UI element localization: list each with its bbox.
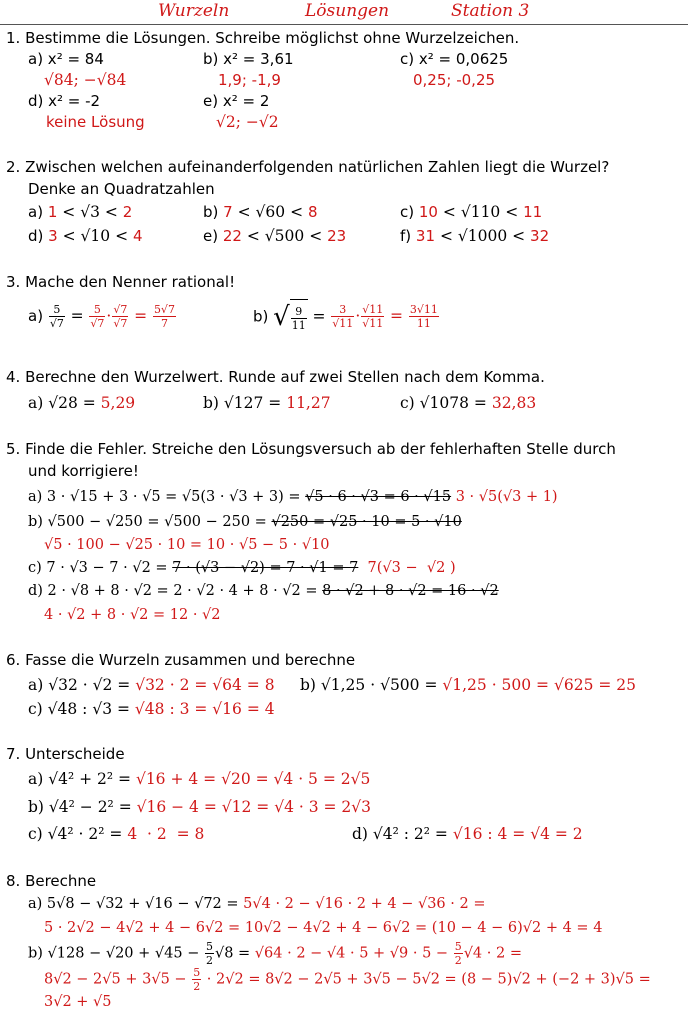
task-1c-question: c) x² = 0,0625 (400, 50, 509, 68)
task-2a-label: a) (28, 203, 44, 221)
task-8b (28, 940, 522, 967)
task-6-title: 6. Fasse die Wurzeln zusammen und berechne (6, 651, 356, 669)
task-2c-upper: 11 (523, 203, 543, 221)
header-divider (0, 24, 688, 25)
task-2c-root: < √110 < (437, 203, 524, 221)
task-4c (400, 393, 536, 413)
task-2f-upper: 32 (530, 227, 550, 245)
task-4a-question: a) √28 = (28, 394, 101, 412)
task-2c (400, 202, 542, 222)
task-4b (203, 393, 331, 413)
task-5d (28, 581, 499, 601)
equals-sign: = (312, 307, 326, 326)
task-8b-fraction-den: 2 (205, 954, 213, 967)
equals-sign: = (70, 307, 84, 325)
task-8b-fraction (205, 940, 214, 967)
task-6c-solution: √48 : 3 = √16 = 4 (134, 700, 275, 718)
task-2c-lower: 10 (418, 203, 438, 221)
task-5d-struck-part: 8 · √2 + 8 · √2 = 16 · √2 (322, 583, 499, 599)
task-2e-root: < √500 < (241, 227, 328, 245)
task-2a (28, 202, 132, 222)
task-1e-solution: √2; −√2 (216, 113, 279, 131)
task-8b-step1-end: √4 · 2 = (463, 945, 522, 962)
task-1d-question: d) x² = -2 (28, 92, 101, 110)
task-2d-label: d) (28, 227, 44, 245)
task-7a-solution: √16 + 4 = √20 = √4 · 5 = 2√5 (135, 770, 371, 788)
task-3a-step1 (89, 303, 105, 330)
task-3b-result (409, 303, 439, 330)
task-8b-step2-fraction (192, 966, 201, 993)
task-5c-correct-part: c) 7 · √3 − 7 · √2 = (28, 560, 173, 576)
task-5c-correction: 7(√3 − √2 ) (358, 560, 456, 576)
task-8a (28, 894, 485, 914)
task-4a-solution: 5,29 (100, 394, 136, 412)
task-8a-step2: 5 · 2√2 − 4√2 + 4 − 6√2 = 10√2 − 4√2 + 4 − 6√2 = (10 − 4 − 6)√2 + 4 = 4 (44, 920, 603, 936)
task-4c-question: c) √1078 = (400, 394, 492, 412)
task-8b-question-end: √8 = (214, 945, 255, 962)
task-6c (28, 699, 275, 719)
task-3a-result-den: 7 (153, 316, 176, 330)
task-8b-step2-start: 8√2 − 2√5 + 3√5 − (44, 971, 192, 988)
task-7b-question: b) √4² − 2² = (28, 798, 137, 816)
task-1a-question: a) x² = 84 (28, 50, 104, 68)
task-5a-struck-part: √5 · 6 · √3 = 6 · √15 (305, 489, 452, 505)
dot-operator: · (106, 307, 112, 325)
page-header (0, 0, 688, 26)
task-7d-question: d) √4² : 2² = (352, 825, 453, 843)
task-2a-root: < √3 < (57, 203, 123, 221)
task-4a (28, 393, 135, 413)
task-3b (253, 298, 440, 336)
task-2e-label: e) (203, 227, 219, 245)
task-5b-correct-part: b) √500 − √250 = √500 − 250 = (28, 514, 272, 530)
task-1b-solution: 1,9; -1,9 (218, 71, 281, 89)
task-2b-label: b) (203, 203, 219, 221)
task-4-title: 4. Berechne den Wurzelwert. Runde auf zwei Stellen nach dem Komma. (6, 368, 545, 386)
task-3b-step1-num: 3 (339, 303, 347, 317)
task-2d (28, 226, 143, 246)
header-station: Station 3 (451, 1, 530, 21)
task-3b-step2-den: √11 (362, 317, 384, 331)
task-3a-step2-den: √7 (113, 317, 128, 330)
task-5c (28, 558, 456, 578)
task-5-title-cont: und korrigiere! (28, 462, 139, 480)
task-6b-question: b) √1,25 · √500 = (300, 676, 443, 694)
task-1-title: 1. Bestimme die Lösungen. Schreibe möglichst ohne Wurzelzeichen. (6, 29, 520, 47)
task-3b-step1-den: √11 (332, 317, 354, 331)
task-5b-struck-part: √250 = √25 · 10 = 5 · √10 (271, 514, 462, 530)
task-8b-step2 (44, 966, 651, 993)
task-2e-lower: 22 (222, 227, 242, 245)
task-2f-root: < √1000 < (435, 227, 531, 245)
task-6a-solution: √32 · 2 = √64 = 8 (135, 676, 275, 694)
task-7d (352, 824, 583, 844)
task-3a-step2-num: √7 (113, 303, 128, 316)
task-8b-step2-fraction-den: 2 (193, 980, 201, 993)
task-8a-question: a) 5√8 − √32 + √16 − √72 = (28, 896, 244, 912)
dot-operator: · (355, 307, 361, 326)
task-2c-label: c) (400, 203, 415, 221)
task-8-title: 8. Berechne (6, 872, 97, 890)
task-3a-step1-num: 5 (93, 303, 101, 316)
task-7c-question: c) √4² · 2² = (28, 825, 128, 843)
task-2a-lower: 1 (47, 203, 58, 221)
task-5a-correction: 3 · √5(√3 + 1) (451, 489, 558, 505)
task-3a-step2 (112, 303, 128, 330)
task-3b-root-fraction: √ $\frac{9}{11}$ (273, 298, 308, 336)
task-2d-lower: 3 (48, 227, 58, 245)
task-6a-question: a) √32 · √2 = (28, 676, 136, 694)
task-5d-correct-part: d) 2 · √8 + 8 · √2 = 2 · √2 · 4 + 8 · √2 = (28, 583, 323, 599)
task-4c-solution: 32,83 (491, 394, 537, 412)
task-8a-step1: 5√4 · 2 − √16 · 2 + 4 − √36 · 2 = (243, 896, 486, 912)
task-3a-step1-den: √7 (90, 317, 105, 330)
task-2f-label: f) (400, 227, 412, 245)
task-2d-upper: 4 (133, 227, 143, 245)
task-8b-question: b) √128 − √20 + √45 − (28, 945, 204, 962)
task-3a-label: a) (28, 307, 44, 325)
task-2f-lower: 31 (415, 227, 436, 245)
task-2b (203, 202, 318, 222)
task-3a (28, 300, 177, 332)
task-6b (300, 675, 636, 695)
task-3b-result-num: 3√11 (409, 303, 438, 317)
task-4b-question: b) √127 = (203, 394, 287, 412)
task-4b-solution: 11,27 (286, 394, 331, 412)
task-7a (28, 769, 370, 789)
task-3b-step2 (361, 303, 384, 330)
task-5d-correction: 4 · √2 + 8 · √2 = 12 · √2 (44, 607, 221, 623)
task-3a-result-num: 5√7 (153, 303, 175, 316)
task-3a-result (153, 303, 176, 330)
task-2a-upper: 2 (122, 203, 133, 221)
task-3b-step1 (331, 303, 354, 330)
equals-sign: = (134, 307, 148, 325)
task-3-title: 3. Mache den Nenner rational! (6, 273, 236, 291)
task-2-hint: Denke an Quadratzahlen (28, 180, 215, 198)
task-8b-step1-fraction-den: 2 (454, 954, 462, 967)
task-8b-step1-fraction-num: 5 (454, 940, 462, 953)
task-8b-step1: √64 · 2 − √4 · 5 + √9 · 5 − (254, 945, 453, 962)
task-5b-correction: √5 · 100 − √25 · 10 = 10 · √5 − 5 · √10 (44, 537, 330, 553)
task-2d-root: < √10 < (57, 227, 133, 245)
task-5a-correct-part: a) 3 · √15 + 3 · √5 = √5(3 · √3 + 3) = (28, 489, 306, 505)
header-title: Wurzeln (158, 1, 230, 21)
task-5c-struck-part: 7 · (√3 − √2) = 7 · √1 = 7 (172, 560, 359, 576)
task-5-title: 5. Finde die Fehler. Streiche den Lösungsversuch ab der fehlerhaften Stelle durch (6, 440, 616, 458)
task-7d-solution: √16 : 4 = √4 = 2 (452, 825, 583, 843)
task-3b-root-den: 11 (291, 319, 306, 332)
task-3b-step2-num: √11 (362, 303, 384, 317)
task-2f (400, 226, 549, 246)
task-1d-solution: keine Lösung (46, 113, 145, 131)
task-1e-question: e) x² = 2 (203, 92, 270, 110)
task-8b-step2-fraction-num: 5 (193, 966, 201, 979)
task-8b-step2-end: · 2√2 = 8√2 − 2√5 + 3√5 − 5√2 = (8 − 5)√2 + (−2 + 3)√5 = (202, 971, 651, 988)
task-6c-question: c) √48 : √3 = (28, 700, 135, 718)
task-7-title: 7. Unterscheide (6, 745, 125, 763)
task-3b-root-num: 9 (295, 305, 303, 318)
task-6b-solution: √1,25 · 500 = √625 = 25 (442, 676, 636, 694)
task-5a (28, 487, 558, 507)
task-7c (28, 824, 204, 844)
header-subtitle: Lösungen (305, 1, 390, 21)
task-2b-lower: 7 (223, 203, 233, 221)
task-3b-label: b) (253, 307, 269, 326)
task-8b-step1-fraction (454, 940, 463, 967)
task-7b (28, 797, 371, 817)
task-3a-fraction (49, 303, 65, 330)
task-8b-fraction-num: 5 (205, 940, 213, 953)
task-2b-upper: 8 (308, 203, 318, 221)
task-2e (203, 226, 346, 246)
task-1a-solution: √84; −√84 (44, 71, 127, 89)
task-2-title: 2. Zwischen welchen aufeinanderfolgenden natürlichen Zahlen liegt die Wurzel? (6, 158, 610, 176)
task-7b-solution: √16 − 4 = √12 = √4 · 3 = 2√3 (136, 798, 372, 816)
task-7a-question: a) √4² + 2² = (28, 770, 136, 788)
task-3a-numerator: 5 (53, 303, 61, 316)
task-1c-solution: 0,25; -0,25 (413, 71, 496, 89)
task-8b-result: 3√2 + √5 (44, 994, 112, 1010)
task-6a (28, 675, 275, 695)
equals-sign: = (390, 307, 404, 326)
task-2e-upper: 23 (327, 227, 347, 245)
task-3a-denominator: √7 (49, 317, 64, 330)
task-2b-root: < √60 < (232, 203, 308, 221)
task-5b (28, 512, 462, 532)
task-3b-result-den: 11 (409, 316, 439, 330)
task-1b-question: b) x² = 3,61 (203, 50, 294, 68)
task-7c-solution: 4 · 2 = 8 (127, 825, 205, 843)
